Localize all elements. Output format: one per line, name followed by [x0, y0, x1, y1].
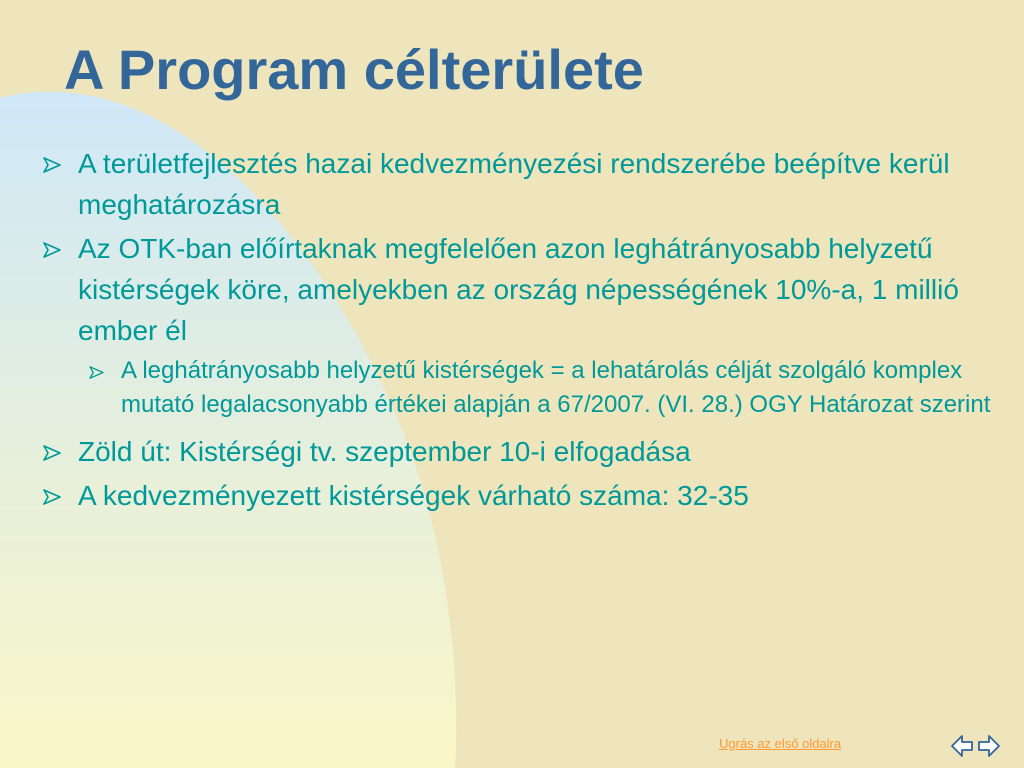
bullet-text: A területfejlesztés hazai kedvezményezési rendszerébe beépítve kerül meghatározásra — [78, 148, 950, 220]
bullet-item — [40, 143, 1000, 225]
arrowhead-bullet-icon — [43, 445, 61, 461]
bullet-text: Zöld út: Kistérségi tv. szeptember 10-i elfogadása — [78, 436, 691, 467]
arrow-right-icon[interactable] — [975, 731, 1001, 761]
arrowhead-bullet-icon — [43, 489, 61, 505]
slide-title: A Program célterülete — [64, 38, 644, 101]
arrowhead-bullet-icon — [89, 366, 104, 379]
sub-bullet-item — [84, 354, 1000, 422]
bullet-text: Az OTK-ban előírtaknak megfelelően azon leghátrányosabb helyzetű kistérségek köre, amelyekben az ország népességének 10%-a, 1 millió ember él — [78, 233, 959, 346]
bullet-text: A leghátrányosabb helyzetű kistérségek = a lehatárolás célját szolgáló komplex mutató legalacsonyabb értékei alapján a 67/2007. (VI. 28.) OGY Határozat szerint — [121, 357, 991, 418]
bullet-text: A kedvezményezett kistérségek várható száma: 32-35 — [78, 480, 749, 511]
arrowhead-bullet-icon — [43, 242, 61, 258]
arrowhead-bullet-icon — [43, 157, 61, 173]
arrow-left-icon[interactable] — [950, 731, 976, 761]
bullet-list — [40, 143, 1000, 519]
first-page-link[interactable]: Ugrás az első oldalra — [719, 736, 842, 751]
bullet-item — [40, 475, 1000, 516]
bullet-item — [40, 228, 1000, 351]
bullet-item — [40, 431, 1000, 472]
